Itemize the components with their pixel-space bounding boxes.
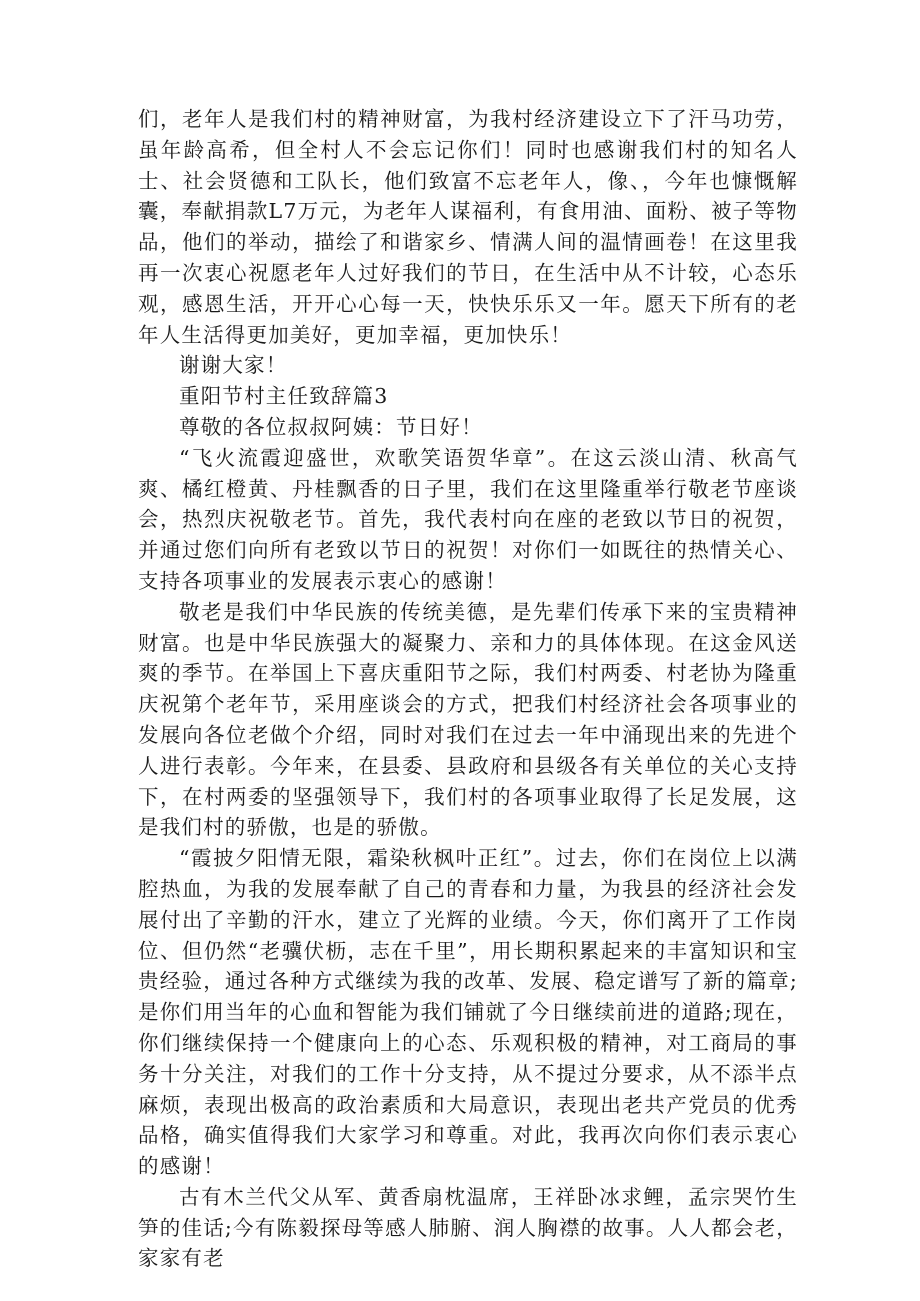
paragraph-tradition: 古有木兰代父从军、黄香扇枕温席，王祥卧冰求鲤，孟宗哭竹生笋的佳话;今有陈毅探母等感人肺腑、润人胸襟的故事。人人都会老，家家有老 — [138, 1184, 798, 1271]
section-heading: 重阳节村主任致辞篇3 — [179, 384, 389, 409]
paragraph-contribution: “霞披夕阳情无限，霜染秋枫叶正红”。过去，你们在岗位上以满腔热血，为我的发展奉献了自己的青春和力量，为我县的经济社会发展付出了辛勤的汗水，建立了光辉的业绩。今天，你们离开了工作岗位、但仍然“老骥伏枥，志在千里”，用长期积累起来的丰富知识和宝贵经验，通过各种方式继续为我的改革、发展、稳定谱写了新的篇章;是你们用当年的心血和智能为我们铺就了今日继续前进的道路;现在，你们继续保持一个健康向上的心态、乐观积极的精神，对工商局的事务十分关注，对我们的工作十分支持，从不提过分要求，从不添半点麻烦，表现出极高的政治素质和大局意识，表现出老共产党员的优秀品格，确实值得我们大家学习和尊重。对此，我再次向你们表示衷心的感谢！ — [138, 846, 798, 1179]
document-body — [138, 104, 798, 1274]
paragraph-respect: 敬老是我们中华民族的传统美德，是先辈们传承下来的宝贵精神财富。也是中华民族强大的凝聚力、亲和力的具体体现。在这金风送爽的季节。在举国上下喜庆重阳节之际，我们村两委、村老协为隆重庆祝第个老年节，采用座谈会的方式，把我们村经济社会各项事业的发展向各位老做个介绍，同时对我们在过去一年中涌现出来的先进个人进行表彰。今年来，在县委、县政府和县级各有关单位的关心支持下，在村两委的坚强领导下，我们村的各项事业取得了长足发展，这是我们村的骄傲，也是的骄傲。 — [138, 599, 798, 840]
paragraph-opening: “飞火流霞迎盛世，欢歌笑语贺华章”。在这云淡山清、秋高气爽、橘红橙黄、丹桂飘香的日子里，我们在这里隆重举行敬老节座谈会，热烈庆祝敬老节。首先，我代表村向在座的老致以节日的祝贺，并通过您们向所有老致以节日的祝贺！对你们一如既往的热情关心、支持各项事业的发展表示衷心的感谢！ — [138, 445, 798, 593]
paragraph-continuation: 们，老年人是我们村的精神财富，为我村经济建设立下了汗马功劳，虽年龄高希，但全村人不会忘记你们！同时也感谢我们村的知名人士、社会贤德和工队长，他们致富不忘老年人，像、，今年也慷慨解囊，奉献捐款L7万元，为老年人谋福利，有食用油、面粉、被子等物品，他们的举动，描绘了和谐家乡、情满人间的温情画卷！在这里我再一次衷心祝愿老年人过好我们的节日，在生活中从不计较，心态乐观，感恩生活，开开心心每一天，快快乐乐又一年。愿天下所有的老年人生活得更加美好，更加幸福，更加快乐！ — [138, 107, 798, 347]
salutation-line: 尊敬的各位叔叔阿姨：节日好！ — [179, 414, 483, 439]
thanks-line: 谢谢大家！ — [179, 353, 288, 378]
